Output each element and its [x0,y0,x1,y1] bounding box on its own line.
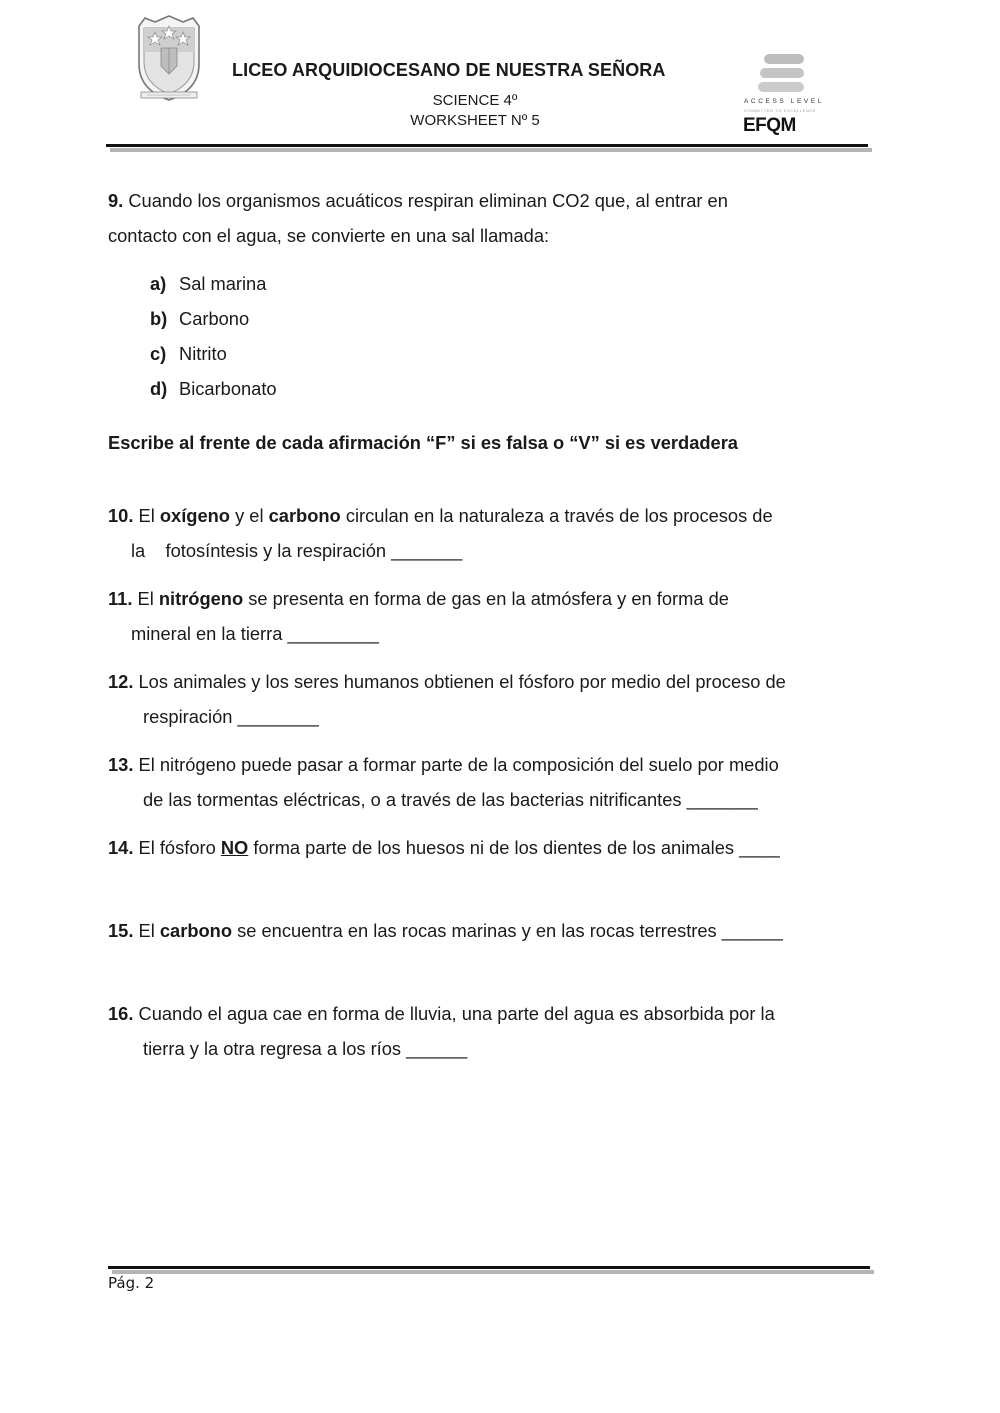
question-text: Cuando el agua cae en forma de lluvia, una parte del agua es absorbida por la [138,1003,775,1024]
worksheet-number: WORKSHEET Nº 5 [410,112,540,129]
question-text-continued: de las tormentas eléctricas, o a través de las bacterias nitrificantes _______ [143,789,758,810]
question-text: El [138,920,155,941]
header-rule-shadow [110,148,872,152]
keyword: oxígeno [159,505,230,526]
page-number: Pág. 2 [108,1274,155,1292]
question-10 [108,498,878,568]
question-text: se presenta en forma de gas en la atmósfera y en forma de [248,588,729,609]
question-11 [108,581,878,651]
question-number: 11. [108,588,133,609]
question-number: 10. [108,505,134,526]
question-text-continued: tierra y la otra regresa a los ríos ______ [143,1038,468,1059]
efqm-bars-icon [742,52,812,96]
question-number: 13. [108,754,134,775]
option-a [150,266,277,301]
option-b [150,301,277,336]
keyword: nitrógeno [158,588,244,609]
question-text: contacto con el agua, se convierte en una sal llamada: [108,225,550,246]
school-crest-icon [135,14,203,102]
question-text: Los animales y los seres humanos obtienen el fósforo por medio del proceso de [138,671,786,692]
option-letter: b) [150,308,168,329]
question-number: 12. [108,671,134,692]
option-c [150,336,277,371]
keyword-negation: NO [220,837,249,858]
footer-rule [108,1266,870,1269]
question-text-continued: respiración ________ [143,706,319,727]
question-text: y el [235,505,264,526]
keyword: carbono [268,505,341,526]
option-d [150,371,277,406]
option-text: Carbono [179,308,250,329]
question-9-options [150,266,277,406]
option-text: Nitrito [179,343,227,364]
efqm-subtext: COMMITTED TO EXCELLENCE [744,108,817,113]
question-number: 15. [108,920,134,941]
footer-rule-shadow [112,1270,874,1274]
question-text: Cuando los organismos acuáticos respiran eliminan CO2 que, al entrar en [128,190,728,211]
question-16 [108,996,878,1066]
question-text: El [137,588,154,609]
efqm-wordmark: EFQM [743,115,796,136]
option-letter: d) [150,378,168,399]
question-13 [108,747,878,817]
option-letter: c) [150,343,167,364]
question-9 [108,183,878,253]
question-text-continued: la fotosíntesis y la respiración _______ [131,540,463,561]
question-text: forma parte de los huesos ni de los dientes de los animales ____ [253,837,780,858]
header-rule [106,144,868,147]
access-level-text: ACCESS LEVEL [744,98,824,105]
school-name: LICEO ARQUIDIOCESANO DE NUESTRA SEÑORA [232,60,666,80]
instruction-heading: Escribe al frente de cada afirmación “F” si es falsa o “V” si es verdadera [108,432,738,453]
question-text-continued: mineral en la tierra _________ [131,623,379,644]
option-text: Bicarbonato [179,378,277,399]
question-number: 16. [108,1003,134,1024]
option-text: Sal marina [179,273,267,294]
option-letter: a) [150,273,167,294]
question-14 [108,830,878,865]
question-text: El [138,505,155,526]
question-number: 14. [108,837,134,858]
subject-label: SCIENCE 4º [432,92,518,109]
question-text: El nitrógeno puede pasar a formar parte de la composición del suelo por medio [138,754,779,775]
question-text: El fósforo [138,837,216,858]
question-15 [108,913,878,948]
question-number: 9. [108,190,124,211]
question-text: circulan en la naturaleza a través de los procesos de [345,505,773,526]
efqm-logo [742,52,824,142]
question-text: se encuentra en las rocas marinas y en las rocas terrestres ______ [237,920,783,941]
question-12 [108,664,878,734]
keyword: carbono [159,920,232,941]
